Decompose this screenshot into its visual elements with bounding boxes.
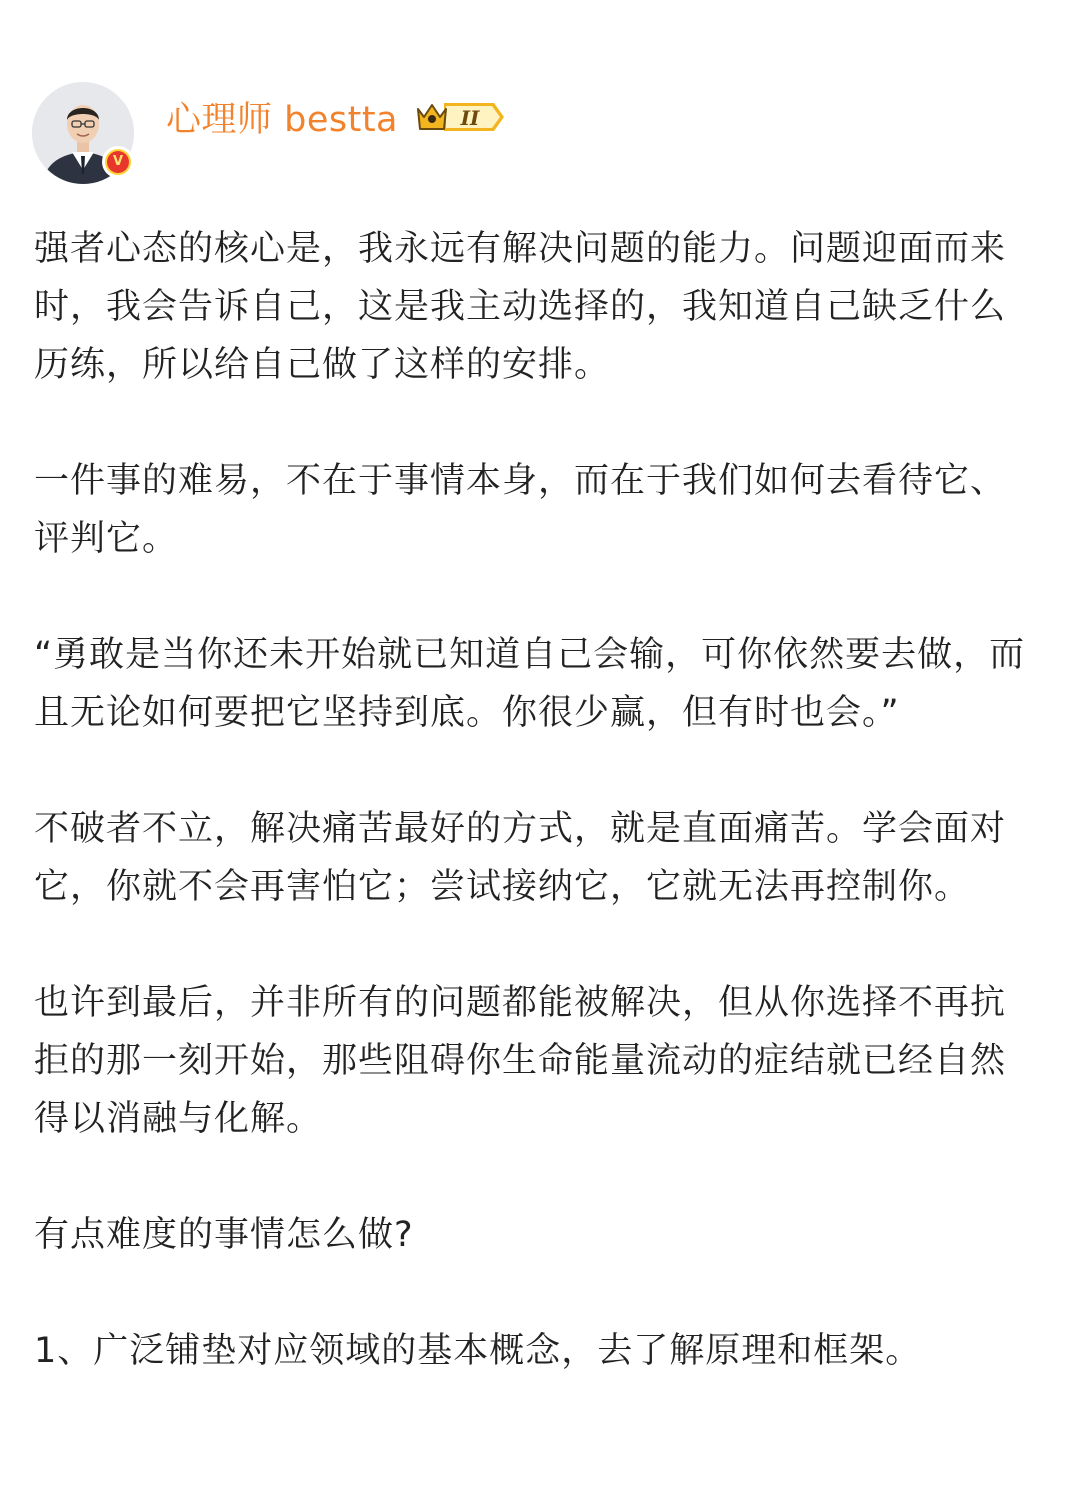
post-paragraph: 有点难度的事情怎么做? xyxy=(34,1215,414,1255)
post-paragraph: 也许到最后，并非所有的问题都能被解决，但从你选择不再抗拒的那一刻开始，那些阻碍你生命能量流动的症结就已经自然得以消融与化解。 xyxy=(34,983,1007,1139)
post-paragraph: 强者心态的核心是，我永远有解决问题的能力。问题迎面而来时，我会告诉自己，这是我主动选择的，我知道自己缺乏什么历练，所以给自己做了这样的安排。 xyxy=(34,229,1007,385)
author-name[interactable]: 心理师 bestta xyxy=(166,100,399,140)
verified-v-icon: V xyxy=(102,146,134,178)
post-paragraph: 一件事的难易，不在于事情本身，而在于我们如何去看待它、评判它。 xyxy=(34,461,1007,559)
post-paragraph: 1、广泛铺垫对应领域的基本概念，去了解原理和框架。 xyxy=(34,1331,922,1371)
post-body xyxy=(34,220,1034,1380)
badge-level-text: II xyxy=(460,106,480,130)
author-name-row xyxy=(166,92,506,142)
post-header xyxy=(32,82,1048,192)
post-paragraph: “勇敢是当你还未开始就已知道自己会输，可你依然要去做，而且无论如何要把它坚持到底。你很少赢，但有时也会。” xyxy=(34,635,1026,733)
crown-level-badge-icon[interactable] xyxy=(414,97,506,137)
post-paragraph: 不破者不立，解决痛苦最好的方式，就是直面痛苦。学会面对它，你就不会再害怕它；尝试接纳它，它就无法再控制你。 xyxy=(34,809,1007,907)
author-avatar[interactable] xyxy=(32,82,134,184)
